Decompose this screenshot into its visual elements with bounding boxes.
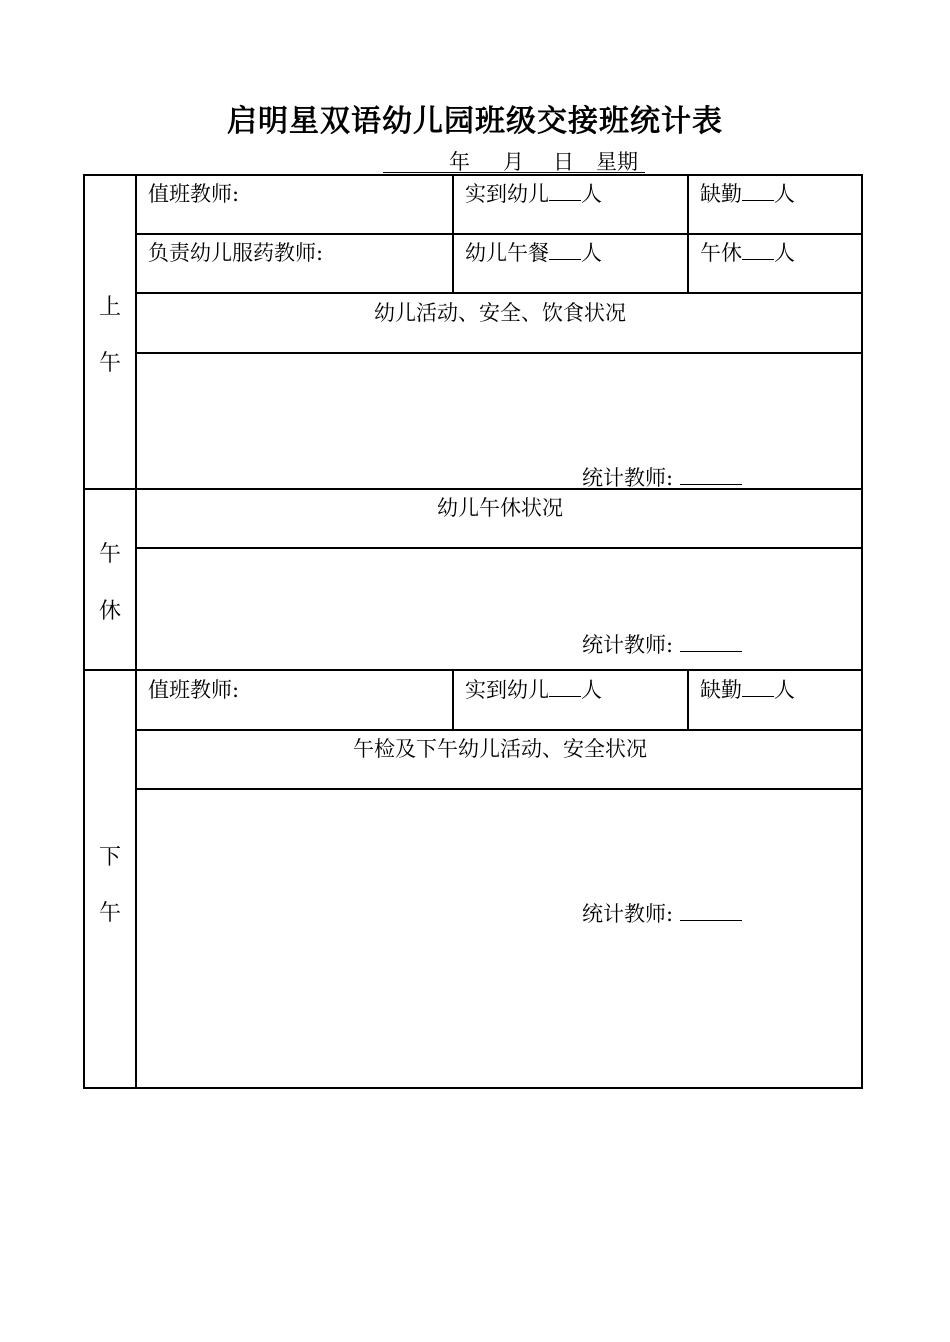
- morning-col-divider-1: [452, 174, 454, 294]
- noon-stat-teacher-label: 统计教师:: [582, 633, 674, 657]
- morning-header-divider: [135, 352, 863, 354]
- afternoon-absent-label: 缺勤: [700, 678, 742, 702]
- morning-label-char-2: 午: [98, 351, 121, 376]
- noon-label-char-2: 休: [98, 599, 121, 624]
- afternoon-attended-unit: 人: [581, 678, 602, 702]
- noon-afternoon-divider: [83, 669, 863, 671]
- morning-absent-label: 缺勤: [700, 182, 742, 206]
- afternoon-duty-teacher-field[interactable]: 值班教师:: [148, 678, 240, 702]
- morning-attended-unit: 人: [581, 182, 602, 206]
- morning-attended-label: 实到幼儿: [465, 182, 549, 206]
- afternoon-stat-teacher-blank[interactable]: [680, 899, 742, 921]
- afternoon-absent-blank[interactable]: [742, 675, 774, 697]
- afternoon-stat-teacher-label: 统计教师:: [582, 902, 674, 926]
- morning-lunch-blank[interactable]: [549, 238, 581, 260]
- morning-lunch-field[interactable]: [465, 237, 602, 267]
- afternoon-section-header: 午检及下午幼儿活动、安全状况: [353, 737, 647, 761]
- morning-row1-divider: [135, 233, 863, 235]
- date-year-label: 年: [449, 150, 470, 174]
- afternoon-attended-field[interactable]: [465, 674, 602, 704]
- afternoon-stat-teacher-field[interactable]: [582, 898, 742, 928]
- morning-nap-label: 午休: [700, 241, 742, 265]
- morning-absent-unit: 人: [774, 182, 795, 206]
- morning-nap-field[interactable]: [700, 237, 795, 267]
- afternoon-header-divider: [135, 788, 863, 790]
- noon-header-divider: [135, 547, 863, 549]
- morning-label-char-1: 上: [98, 295, 121, 320]
- date-month-label: 月: [503, 150, 524, 174]
- morning-stat-teacher-blank[interactable]: [680, 463, 742, 485]
- noon-section-header: 幼儿午休状况: [437, 496, 563, 520]
- afternoon-row1-divider: [135, 729, 863, 731]
- morning-lunch-unit: 人: [581, 241, 602, 265]
- afternoon-label-char-1: 下: [98, 845, 121, 870]
- afternoon-attended-blank[interactable]: [549, 675, 581, 697]
- afternoon-col-divider-2: [687, 669, 689, 730]
- morning-noon-divider: [83, 488, 863, 490]
- morning-row2-divider: [135, 292, 863, 294]
- afternoon-label-char-2: 午: [98, 901, 121, 926]
- date-weekday-label: 星期: [596, 150, 638, 174]
- morning-absent-blank[interactable]: [742, 179, 774, 201]
- form-title: 启明星双语幼儿园班级交接班统计表: [227, 104, 723, 139]
- afternoon-col-divider-1: [452, 669, 454, 730]
- morning-nap-unit: 人: [774, 241, 795, 265]
- afternoon-attended-label: 实到幼儿: [465, 678, 549, 702]
- noon-stat-teacher-blank[interactable]: [680, 630, 742, 652]
- morning-attended-field[interactable]: [465, 178, 602, 208]
- noon-stat-teacher-field[interactable]: [582, 629, 742, 659]
- afternoon-absent-field[interactable]: [700, 674, 795, 704]
- morning-stat-teacher-field[interactable]: [582, 462, 742, 492]
- date-line: [383, 146, 645, 173]
- morning-section-header: 幼儿活动、安全、饮食状况: [374, 301, 626, 325]
- afternoon-absent-unit: 人: [774, 678, 795, 702]
- morning-attended-blank[interactable]: [549, 179, 581, 201]
- morning-medicine-teacher-field[interactable]: 负责幼儿服药教师:: [148, 241, 324, 265]
- morning-duty-teacher-field[interactable]: 值班教师:: [148, 182, 240, 206]
- morning-lunch-label: 幼儿午餐: [465, 241, 549, 265]
- noon-label-char-1: 午: [98, 542, 121, 567]
- morning-absent-field[interactable]: [700, 178, 795, 208]
- morning-col-divider-2: [687, 174, 689, 294]
- morning-stat-teacher-label: 统计教师:: [582, 466, 674, 490]
- morning-nap-blank[interactable]: [742, 238, 774, 260]
- date-day-label: 日: [553, 150, 574, 174]
